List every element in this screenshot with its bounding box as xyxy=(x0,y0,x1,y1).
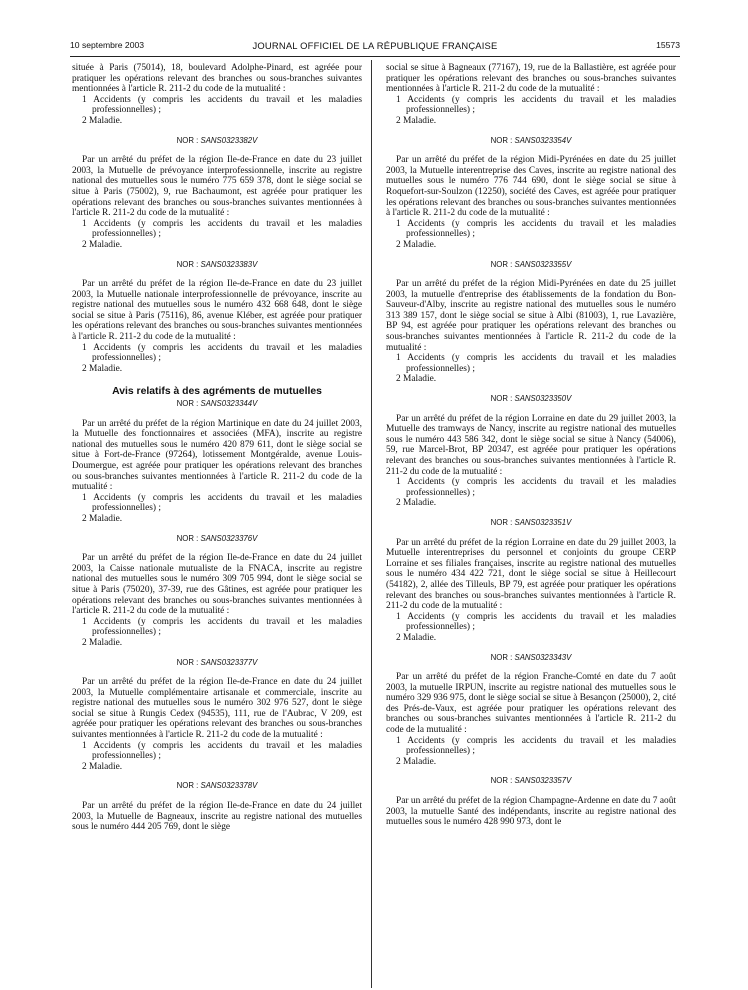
decree-paragraph: Par un arrêté du préfet de la région Franche-Comté en date du 7 août 2003, la mutuelle IRPUN, inscrite au registre national des mutuelles sous le numéro 329 936 975, dont le siège social se situe à Besançon (25000), 2, cité des Prés-de-Vaux, est agréée pour pratiquer les opérations relevant des branches ou sous-branches suivantes mentionnées à l'article R. 211-2 du code de la mutualité : xyxy=(386,672,676,736)
decree-paragraph: Par un arrêté du préfet de la région Ile-de-France en date du 23 juillet 2003, la Mutuelle de prévoyance interprofessionnelle, inscrite au registre national des mutuelles sous le numéro 775 659 378, dont le siège social se situe à Paris (75002), 9, rue Bachaumont, est agréée pour pratiquer les opérations relevant des branches ou sous-branches suivantes mentionnées à l'article R. 211-2 du code de la mutualité : xyxy=(72,155,362,219)
nor-code: SANS0323350V xyxy=(514,394,572,404)
header-journal-title: JOURNAL OFFICIEL DE LA RÉPUBLIQUE FRANÇAISE xyxy=(252,40,498,51)
branch-item: 1 Accidents (y compris les accidents du travail et les maladies professionnelles) ; xyxy=(396,477,676,498)
decree-paragraph: Par un arrêté du préfet de la région Ile-de-France en date du 24 juillet 2003, la Caisse nationale mutualiste de la FNACA, inscrite au registre national des mutuelles sous le numéro 309 705 994, dont le siège social se situe à Paris (75020), 37-39, rue des Gâtines, est agréée pour pratiquer les opérations relevant des branches ou sous-branches suivantes mentionnées à l'article R. 211-2 du code de la mutualité : xyxy=(72,553,362,617)
nor-label: NOR : xyxy=(176,259,199,269)
branch-item: 1 Accidents (y compris les accidents du travail et les maladies professionnelles) ; xyxy=(396,353,676,374)
nor-reference xyxy=(72,534,362,545)
nor-reference xyxy=(386,136,676,147)
nor-reference xyxy=(386,394,676,405)
branch-item: 2 Maladie. xyxy=(396,374,437,385)
nor-code: SANS0323344V xyxy=(200,399,258,409)
left-column xyxy=(72,63,362,833)
column-divider xyxy=(371,60,372,988)
nor-label: NOR : xyxy=(490,776,513,786)
nor-code: SANS0323383V xyxy=(200,259,258,269)
branch-item: 1 Accidents (y compris les accidents du travail et les maladies professionnelles) ; xyxy=(396,218,676,240)
nor-label: NOR : xyxy=(490,259,513,269)
nor-label: NOR : xyxy=(176,657,199,667)
nor-label: NOR : xyxy=(490,394,513,404)
nor-reference xyxy=(386,653,676,664)
branch-item: 1 Accidents (y compris les accidents du travail et les maladies professionnelles) ; xyxy=(82,342,362,364)
branch-item: 2 Maladie. xyxy=(82,115,123,126)
decree-paragraph: Par un arrêté du préfet de la région Lorraine en date du 29 juillet 2003, la Mutuelle des tramways de Nancy, inscrite au registre national des mutuelles sous le numéro 443 586 342, dont le siège social se situe à Nancy (54006), 59, rue Marcel-Brot, BP 20347, est agréée pour pratiquer les opérations relevant des branches ou sous-branches suivantes mentionnées à l'article R. 211-2 du code de la mutualité : xyxy=(386,413,676,477)
decree-paragraph: Par un arrêté du préfet de la région Martinique en date du 24 juillet 2003, la Mutuelle des fonctionnaires et associées (MFA), inscrite au registre national des mutuelles sous le numéro 420 879 611, dont le siège social se situe à Fort-de-France (97264), lotissement Montgéralde, avenue Louis-Doumergue, est agréée pour pratiquer les opérations relevant des branches ou sous-branches suivantes mentionnées à l'article R. 211-2 du code de la mutualité : xyxy=(72,418,362,493)
branch-item: 2 Maladie. xyxy=(396,115,437,126)
branch-item: 2 Maladie. xyxy=(82,761,123,772)
section-title: Avis relatifs à des agréments de mutuelles xyxy=(112,386,322,398)
continued-paragraph: située à Paris (75014), 18, boulevard Adolphe-Pinard, est agréée pour pratiquer les opérations relevant des branches ou sous-branches suivantes mentionnées à l'article R. 211-2 du code de la mutualité : xyxy=(72,63,362,95)
nor-code: SANS0323378V xyxy=(200,781,258,791)
decree-paragraph: Par un arrêté du préfet de la région Ile-de-France en date du 24 juillet 2003, la Mutuelle complémentaire artisanale et commerciale, inscrite au registre national des mutuelles sous le numéro 302 976 527, dont le siège social se situe à Rungis Cedex (94535), 111, rue de l'Aubrac, V 209, est agréée pour pratiquer les opérations relevant des branches ou sous-branches suivantes mentionnées à l'article R. 211-2 du code de la mutualité : xyxy=(72,677,362,741)
decree-paragraph: Par un arrêté du préfet de la région Ile-de-France en date du 23 juillet 2003, la Mutuelle nationale interprofessionnelle de prévoyance, inscrite au registre national des mutuelles sous le numéro 432 668 648, dont le siège social se situe à Paris (75116), 86, avenue Kléber, est agréée pour pratiquer les opérations relevant des branches ou sous-branches suivantes mentionnées à l'article R. 211-2 du code de la mutualité : xyxy=(72,279,362,343)
nor-code: SANS0323343V xyxy=(514,652,572,662)
right-column xyxy=(386,63,676,828)
branch-item: 1 Accidents (y compris les accidents du travail et les maladies professionnelles) ; xyxy=(396,735,676,757)
nor-reference xyxy=(72,781,362,792)
nor-code: SANS0323354V xyxy=(514,135,572,145)
page-header xyxy=(70,40,680,54)
nor-code: SANS0323382V xyxy=(200,135,258,145)
branch-item: 2 Maladie. xyxy=(82,239,123,250)
branch-item: 2 Maladie. xyxy=(396,239,437,250)
branch-item: 1 Accidents (y compris les accidents du travail et les maladies professionnelles) ; xyxy=(396,611,676,633)
branch-item: 2 Maladie. xyxy=(82,363,123,374)
branch-item: 2 Maladie. xyxy=(396,632,437,643)
nor-label: NOR : xyxy=(176,781,199,791)
branch-item: 1 Accidents (y compris les accidents du travail et les maladies professionnelles) ; xyxy=(82,740,362,762)
branch-item: 2 Maladie. xyxy=(396,498,437,509)
decree-paragraph: Par un arrêté du préfet de la région Midi-Pyrénées en date du 25 juillet 2003, la mutuelle d'entreprise des établissements de la fondation du Bon-Sauveur-d'Alby, inscrite au registre national des mutuelles sous le numéro 313 389 157, dont le siège social se situe à Albi (81003), 1, rue Lavazière, BP 94, est agréée pour pratiquer les opérations relevant des branches ou sous-branches suivantes mentionnées à l'article R. 211-2 du code de la mutualité : xyxy=(386,279,676,353)
nor-label: NOR : xyxy=(490,517,513,527)
continued-paragraph: social se situe à Bagneaux (77167), 19, rue de la Ballastière, est agréée pour pratiquer les opérations relevant des branches ou sous-branches suivantes mentionnées à l'article R. 211-2 du code de la mutualité : xyxy=(386,63,676,95)
nor-reference xyxy=(386,260,676,271)
branch-item: 1 Accidents (y compris les accidents du travail et les maladies professionnelles) ; xyxy=(82,616,362,638)
nor-code: SANS0323351V xyxy=(514,517,572,527)
nor-reference xyxy=(386,518,676,529)
decree-paragraph: Par un arrêté du préfet de la région Ile-de-France en date du 24 juillet 2003, la Mutuelle de Bagneaux, inscrite au registre national des mutuelles sous le numéro 444 205 769, dont le siège xyxy=(72,801,362,833)
nor-code: SANS0323357V xyxy=(514,776,572,786)
branch-item: 1 Accidents (y compris les accidents du travail et les maladies professionnelles) ; xyxy=(82,94,362,116)
header-rule xyxy=(70,56,680,57)
branch-item: 1 Accidents (y compris les accidents du travail et les maladies professionnelles) ; xyxy=(82,492,362,514)
nor-label: NOR : xyxy=(490,135,513,145)
branch-item: 1 Accidents (y compris les accidents du travail et les maladies professionnelles) ; xyxy=(396,94,676,116)
nor-reference xyxy=(72,399,362,410)
nor-code: SANS0323377V xyxy=(200,657,258,667)
nor-reference xyxy=(72,136,362,147)
nor-label: NOR : xyxy=(176,399,199,409)
header-date: 10 septembre 2003 xyxy=(70,40,145,50)
branch-item: 2 Maladie. xyxy=(82,513,123,524)
header-page-number: 15573 xyxy=(656,40,680,50)
nor-label: NOR : xyxy=(490,652,513,662)
nor-code: SANS0323355V xyxy=(514,259,572,269)
nor-label: NOR : xyxy=(176,533,199,543)
decree-paragraph: Par un arrêté du préfet de la région Midi-Pyrénées en date du 25 juillet 2003, la Mutuelle interentreprise des Caves, inscrite au registre national des mutuelles sous le numéro 776 744 690, dont le siège social se situe à Roquefort-sur-Soulzon (12250), société des Caves, est agréée pour pratiquer les opérations relevant des branches ou sous-branches suivantes mentionnées à l'article R. 211-2 du code de la mutualité : xyxy=(386,155,676,219)
branch-item: 2 Maladie. xyxy=(82,637,123,648)
decree-paragraph: Par un arrêté du préfet de la région Lorraine en date du 29 juillet 2003, la Mutuelle interentreprises du personnel et conjoints du groupe CERP Lorraine et ses filiales françaises, inscrite au registre national des mutuelles sous le numéro 434 422 721, dont le siège social se situe à Heillecourt (54182), 2, allée des Tilleuls, BP 79, est agréée pour pratiquer les opérations relevant des branches ou sous-branches suivantes mentionnées à l'article R. 211-2 du code de la mutualité : xyxy=(386,537,676,612)
nor-label: NOR : xyxy=(176,135,199,145)
nor-reference xyxy=(72,260,362,271)
nor-reference xyxy=(386,776,676,787)
nor-reference xyxy=(72,658,362,669)
branch-item: 1 Accidents (y compris les accidents du travail et les maladies professionnelles) ; xyxy=(82,218,362,240)
decree-paragraph: Par un arrêté du préfet de la région Champagne-Ardenne en date du 7 août 2003, la mutuelle Santé des indépendants, inscrite au registre national des mutuelles sous le numéro 428 990 973, dont le xyxy=(386,796,676,828)
nor-code: SANS0323376V xyxy=(200,533,258,543)
branch-item: 2 Maladie. xyxy=(396,756,437,767)
